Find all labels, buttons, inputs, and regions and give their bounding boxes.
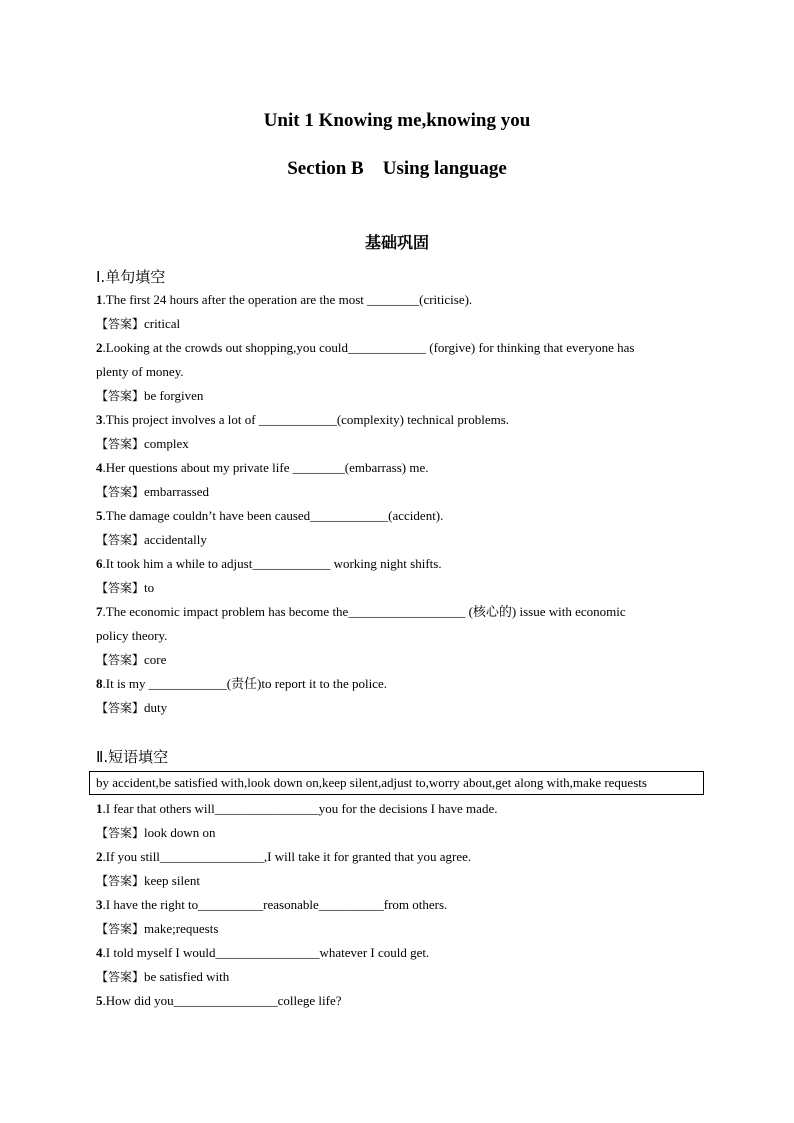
answer-line: 【答案】critical [96,316,181,331]
question: 7.The economic impact problem has become the__________________ (核心的) issue with economic [96,604,626,619]
phrase-box [89,771,704,795]
question: 5.How did you________________college life? [96,993,342,1008]
answer-line: 【答案】core [96,652,167,667]
answer-line: 【答案】keep silent [96,873,200,888]
question-continuation: policy theory. [96,628,168,643]
question: 3.This project involves a lot of ____________(complexity) technical problems. [96,412,510,427]
question: 3.I have the right to__________reasonable__________from others. [96,897,448,912]
answer-line: 【答案】be forgiven [96,388,204,403]
section-heading: 基础巩固 [364,233,429,252]
answer-line: 【答案】be satisfied with [96,969,230,984]
answer-line: 【答案】embarrassed [96,484,209,499]
answer-line: 【答案】make;requests [96,921,219,936]
part2-label: Ⅱ.短语填空 [96,748,169,766]
question: 4.I told myself I would________________whatever I could get. [96,945,430,960]
section-subtitle: Section B Using language [287,158,507,179]
question: 2.Looking at the crowds out shopping,you could____________ (forgive) for thinking that everyone has [96,340,635,355]
question: 1.The first 24 hours after the operation are the most ________(criticise). [96,292,473,307]
question: 6.It took him a while to adjust____________ working night shifts. [96,556,442,571]
question: 4.Her questions about my private life ________(embarrass) me. [96,460,429,475]
question: 8.It is my ____________(责任)to report it to the police. [96,676,388,691]
question: 1.I fear that others will________________you for the decisions I have made. [96,801,498,816]
phrase-list: by accident,be satisfied with,look down on,keep silent,adjust to,worry about,get along with,make requests [96,775,647,790]
answer-line: 【答案】to [96,580,155,595]
question-continuation: plenty of money. [96,364,184,379]
answer-line: 【答案】accidentally [96,532,207,547]
page-title: Unit 1 Knowing me,knowing you [263,110,531,131]
part1-label: Ⅰ.单句填空 [96,268,166,286]
question: 5.The damage couldn’t have been caused____________(accident). [96,508,444,523]
answer-line: 【答案】duty [96,700,168,715]
question: 2.If you still________________,I will take it for granted that you agree. [96,849,472,864]
answer-line: 【答案】complex [96,436,189,451]
answer-line: 【答案】look down on [96,825,216,840]
